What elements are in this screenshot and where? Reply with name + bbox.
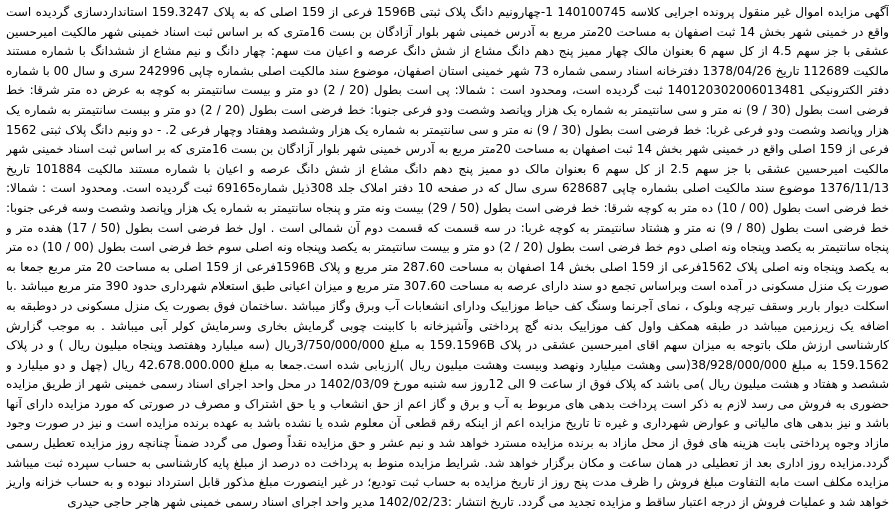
auction-notice-text: آگهی مزایده اموال غیر منقول پرونده اجرایی کلاسه 140100745 1-چهارونیم دانگ پلاک ثبتی 1596B فرعی از 159 اصلی که به پلاک 159.3247 استانداردسازی گردیده است واقع در خمینی شهر بخش 14 ثبت اصفهان به مساحت 20متر مربع به آدرس خمینی شهر بلوار آزادگان بن بست 16متری که بر اساس ثبت اسناد خمینی شهر مالکیت امیرحسین عشقی با جز سهم 4.5 از کل سهم 6 بعنوان مالک چهار ممیز پنج دهم دانگ مشاع از شش دانگ عرصه و اعیان مت سهم: چهار دانگ و نیم مشاع از ششدانگ با شماره مستند مالکیت 112689 تاریخ 1378/04/26 دفترخانه اسناد رسمی شماره 73 شهر خمینی استان اصفهان، موضوع سند مالکیت اصلی بشماره چاپی 242996 سری و سال 00 با شماره دفتر الکترونیکی 140120302006013481 ثبت گردیده است، ومحدود است : شمالا: پی است بطول (20 / 2) دو متر و بیست سانتیمتر به کوچه به عرض ده متر شرقا: خط فرضی است بطول (30 / 9) نه متر و سی سانتیمتر به شماره یک هزار وپانصد وشصت ودو فرعی جنوبا: خط فرضی است بطول (20 / 2) دو متر و بیست سانتیمتر به شماره یک هزار وپانصد وشصت ودو فرعی غربا: خط فرضی است بطول (30 / 9) نه متر و سی سانتیمتر به شماره یک هزار وششصد وهفتاد وچهار فرعی 2. - دو ونیم دانگ پلاک ثبتی 1562 فرعی از 159 اصلی واقع در خمینی شهر بخش 14 ثبت اصفهان به مساحت 20متر مربع به آدرس خمینی شهر بلوار آزادگان بن بست 16متری که بر اساس ثبت اسناد خمینی شهر مالکیت امیرحسین عشقی با جز سهم 2.5 از کل سهم 6 بعنوان مالک دو ممیز پنج دهم دانگ مشاع از شش دانگ عرصه و اعیان با شماره مستند مالکیت 101884 تاریخ 1376/11/13 موضوع سند مالکیت اصلی بشماره چاپی 628687 سری سال که در صفحه 10 دفتر املاک جلد 308ذیل شماره69165 ثبت گردیده است. ومحدود است : شمالا: خط فرضی است بطول (00 / 10) ده متر به کوچه شرقا: خط فرضی است بطول (50 / 29) بیست ونه متر و پنجاه سانتیمتر به شماره یک هزار وپانصد وشصت وسه فرعی جنوبا: خط فرضی است بطول (80 / 9) نه متر و هشتاد سانتیمتر به کوچه غربا: در سه قسمت که قسمت دوم آن شمالی است . اول خط فرضی است بطول (50 / 17) هفده متر و پنجاه سانتیمتر به یکصد وپنجاه ونه اصلی دوم خط فرضی است بطول (20 / 2) دو متر و بیست سانتیمتر به یکصد وپنجاه ونه اصلی سوم خط فرضی است بطول (00 / 10) ده متر به یکصد وپنجاه ونه اصلی پلاک 1562فرعی از 159 اصلی بخش 14 اصفهان به مساحت 287.60 متر مربع و پلاک 1596Bفرعی از 159 اصلی به مساحت 20 متر مربع جمعا به صورت یک منزل مسکونی در آمده است وبراساس تجمع دو سند دارای عرصه به مساحت 307.60 متر مربع و میزان اعیانی طبق استعلام شهرداری حدود 390 متر مربع میباشد .با اسکلت دیوار باربر وسقف تیرچه وبلوک ، نمای آجرنما وسنگ کف حیاط موزاییک وداراى انشعابات آب وبرق وگاز میباشد .ساختمان فوق بصورت یک منزل مسکونی در دوطبقه به اضافه یک زیرزمین میباشد در طبقه همکف واول کف موزاییک بدنه گچ پرداختی وآشپزخانه با کابینت چوبی گرمایش بخاری وسرمایش کولر آبی میباشد . به موجب گزارش کارشناسی ارزش ملک باتوجه به میزان سهم اقای امیرحسین عشقی در پلاک 159.1596B به مبلغ 3/750/000/000ریال (سه میلیارد وهفتصد وپنجاه میلیون ریال ) و در پلاک 159.1562 به مبلغ 38/928/000/000(سی وهشت میلیارد ونهصد وبیست وهشت میلیون ریال )ارزیابی شده است.جمعا به مبلغ 42.678.000.000 ریال (چهل و دو میلیارد و ششصد و هفتاد و هشت میلیون ریال )می باشد که پلاک فوق از ساعت 9 الی 12روز سه شنبه مورخ 1402/03/09 در محل واحد اجرای اسناد رسمی خمینی شهر از طریق مزایده حضوری به فروش می رسد لازم به ذکر است پرداخت بدهی های مربوط به آب و برق و گاز اعم از حق انشعاب و یا حق اشتراک و مصرف در صورتی که مورد مزایده دارای آنها باشد و نیز بدهی های مالیاتی و عوارض شهرداری و غیره تا تاریخ مزایده اعم از اینکه رقم قطعی آن معلوم شده یا نشده باشد به عهده برنده مزایده است و نیز در صورت وجود مازاد وجوه پرداختی بابت هزینه های فوق از محل مازاد به برنده مزایده مسترد خواهد شد و نیم عشر و حق مزایده نقداً وصول می گردد ضمناً چنانچه روز مزایده تعطیل رسمی گردد.مزایده روز اداری بعد از تعطیلی در همان ساعت و مکان برگزار خواهد شد. شرایط مزایده منوط به پرداخت ده درصد از مبلغ پایه کارشناسی به حساب سپرده ثبت میباشد مزایده مکلف است مابه التفاوت مبلغ فروش را ظرف مدت پنج روز از تاریخ مزایده به حساب ثبت تودیع؛ در غیر اینصورت مبلغ مذکور قابل استرداد نبوده و به حساب خزانه واریز خواهد شد و عملیات فروش از درجه اعتبار ساقط و مزایده تجدید می گردد. تاریخ انتشار :1402/02/23 مدیر واحد اجرای اسناد رسمی خمینی شهر هاجر حاجی حیدری (6, 5, 889, 509)
